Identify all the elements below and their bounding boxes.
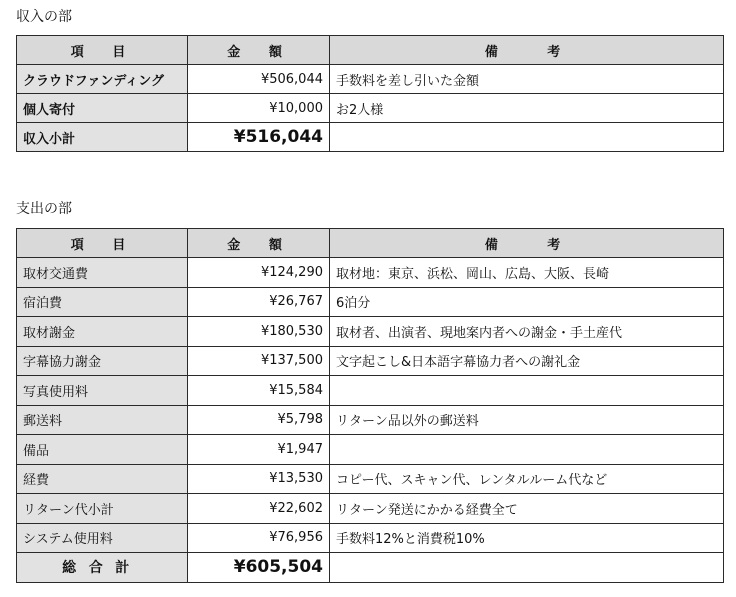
row-amount: ¥10,000: [188, 94, 330, 123]
row-note: 取材地：東京、浜松、岡山、広島、大阪、長崎: [330, 258, 724, 288]
table-row: [17, 346, 724, 376]
row-note: 6泊分: [330, 287, 724, 317]
row-amount: ¥124,290: [188, 258, 330, 288]
row-amount: ¥15,584: [188, 376, 330, 406]
row-amount: ¥22,602: [188, 494, 330, 524]
row-item: システム使用料: [17, 523, 188, 553]
header-item: 項 目: [17, 229, 188, 258]
row-note: 手数料12%と消費税10%: [330, 523, 724, 553]
row-amount: ¥76,956: [188, 523, 330, 553]
income-subtotal-row: [17, 123, 724, 152]
row-amount: ¥1,947: [188, 435, 330, 465]
header-amount: 金 額: [188, 36, 330, 65]
row-item: 取材交通費: [17, 258, 188, 288]
table-row: [17, 435, 724, 465]
subtotal-amount: ¥516,044: [188, 123, 330, 152]
row-amount: ¥180,530: [188, 317, 330, 347]
table-row: [17, 317, 724, 347]
income-section-title: 収入の部: [16, 9, 72, 25]
total-amount: ¥605,504: [188, 553, 330, 583]
header-note: 備 考: [330, 36, 724, 65]
row-item: 写真使用料: [17, 376, 188, 406]
row-note: 取材者、出演者、現地案内者への謝金・手土産代: [330, 317, 724, 347]
row-item: 経費: [17, 464, 188, 494]
table-row: [17, 376, 724, 406]
subtotal-note: [330, 123, 724, 152]
row-item: 個人寄付: [17, 94, 188, 123]
row-item: 備品: [17, 435, 188, 465]
table-row: [17, 65, 724, 94]
row-item: 郵送料: [17, 405, 188, 435]
header-item: 項 目: [17, 36, 188, 65]
table-row: [17, 258, 724, 288]
row-item: 取材謝金: [17, 317, 188, 347]
subtotal-label: 収入小計: [17, 123, 188, 152]
row-note: [330, 435, 724, 465]
table-row: [17, 494, 724, 524]
row-note: 手数料を差し引いた金額: [330, 65, 724, 94]
table-row: [17, 287, 724, 317]
header-amount: 金 額: [188, 229, 330, 258]
table-row: [17, 464, 724, 494]
expense-total-row: [17, 553, 724, 583]
row-note: お2人様: [330, 94, 724, 123]
total-label: 総合計: [17, 553, 188, 583]
income-table: [16, 35, 724, 152]
row-note: [330, 376, 724, 406]
row-item: 字幕協力謝金: [17, 346, 188, 376]
row-amount: ¥506,044: [188, 65, 330, 94]
row-amount: ¥5,798: [188, 405, 330, 435]
row-amount: ¥26,767: [188, 287, 330, 317]
income-header-row: [17, 36, 724, 65]
table-row: [17, 405, 724, 435]
row-note: リターン発送にかかる経費全て: [330, 494, 724, 524]
header-note: 備 考: [330, 229, 724, 258]
row-item: リターン代小計: [17, 494, 188, 524]
expense-section-title: 支出の部: [16, 201, 72, 217]
row-note: コピー代、スキャン代、レンタルルーム代など: [330, 464, 724, 494]
table-row: [17, 94, 724, 123]
row-amount: ¥137,500: [188, 346, 330, 376]
row-note: 文字起こし&日本語字幕協力者への謝礼金: [330, 346, 724, 376]
total-note: [330, 553, 724, 583]
row-note: リターン品以外の郵送料: [330, 405, 724, 435]
table-row: [17, 523, 724, 553]
expense-table: [16, 228, 724, 583]
row-item: クラウドファンディング: [17, 65, 188, 94]
expense-header-row: [17, 229, 724, 258]
row-amount: ¥13,530: [188, 464, 330, 494]
row-item: 宿泊費: [17, 287, 188, 317]
